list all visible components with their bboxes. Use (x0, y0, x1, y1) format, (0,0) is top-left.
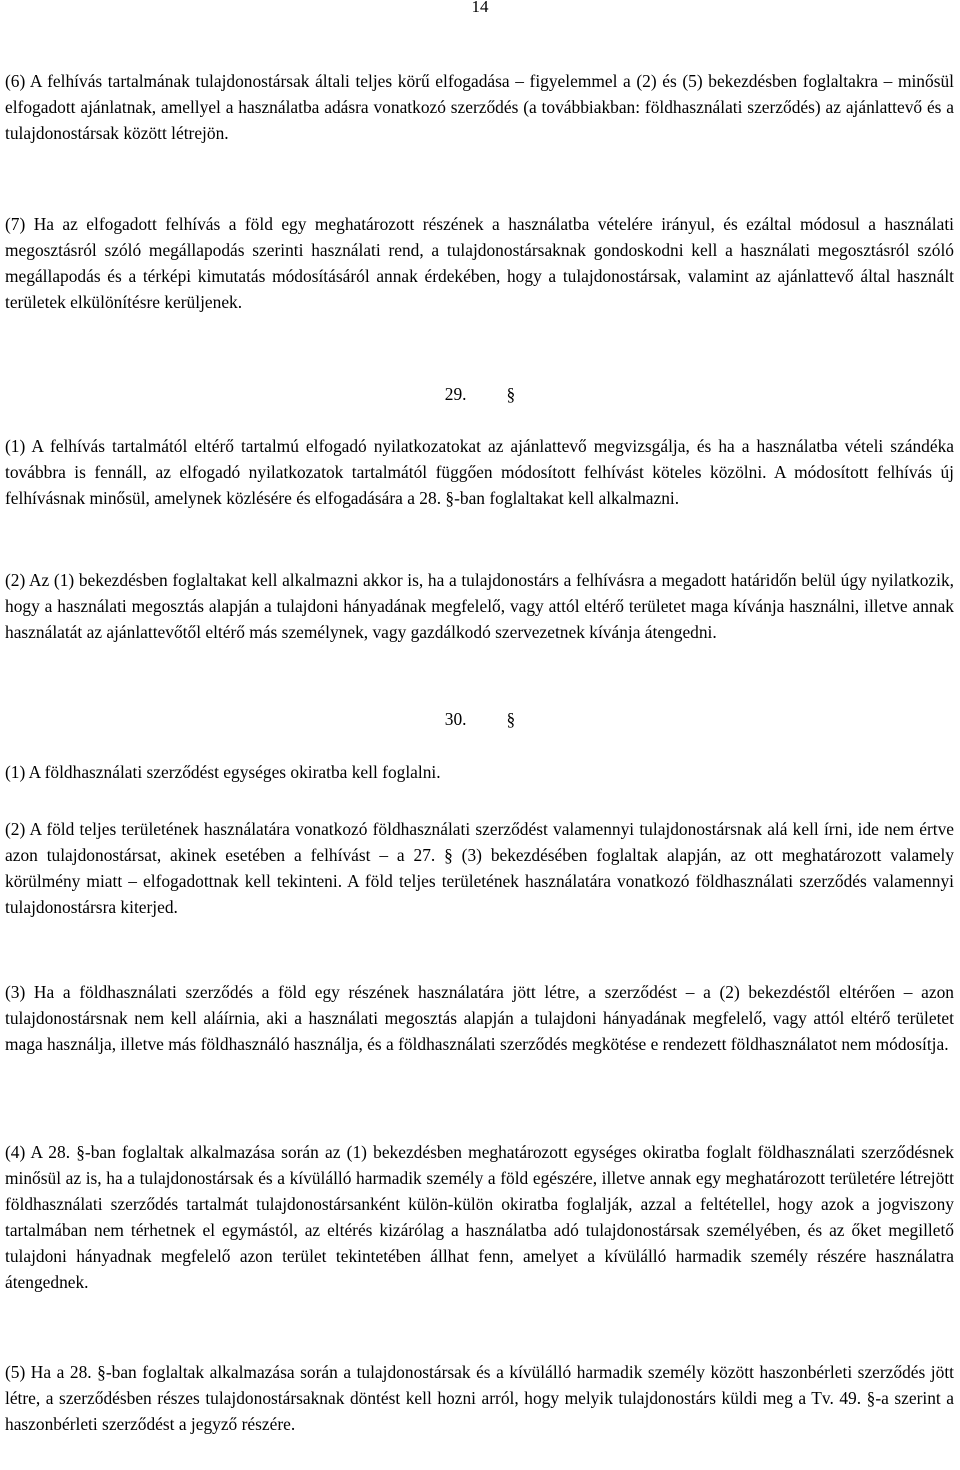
paragraph-6: (6) A felhívás tartalmának tulajdonostársak általi teljes körű elfogadása – figyelemmel a (2) és (5) bekezdésben foglaltakra – minősül elfogadott ajánlatnak, amellyel a használatba adásra vonatkozó szerződés (a továbbiakban: földhasználati szerződés) az ajánlattevő és a tulajdonostársak között létrejön. (5, 71, 954, 143)
section-30-paragraph-1: (1) A földhasználati szerződést egységes okiratba kell foglalni. (5, 762, 441, 782)
section-30-paragraph-4: (4) A 28. §-ban foglaltak alkalmazása során az (1) bekezdésben meghatározott egységes okiratba foglalt földhasználati szerződésnek minősül az is, ha a tulajdonostársak és a kívülálló harmadik személy a föld egészére, illetve annak egy meghatározott területére létrejött földhasználati szerződés tartalmát tulajdonostársanként külön-külön okiratba foglalják, azzal a feltétellel, hogy azok a jogviszony tartalmában nem térhetnek el egymástól, az eltérés kizárólag a használatba adó tulajdonostársak személyében, és az őket megillető tulajdoni hányadnak megfelelő azon terület tekintetében állhat fenn, amelyet a kívülálló harmadik személy részére használatra átengednek. (5, 1142, 954, 1292)
section-sign: § (506, 384, 516, 404)
page-number: 14 (471, 0, 489, 16)
section-30-paragraph-5: (5) Ha a 28. §-ban foglaltak alkalmazása során a tulajdonostársak és a kívülálló harmadik személy között haszonbérleti szerződés jött létre, a szerződésben részes tulajdonostársaknak döntést kell hozni arról, hogy melyik tulajdonostárs küldi meg a Tv. 49. §-a szerint a haszonbérleti szerződést a jegyző részére. (5, 1362, 954, 1434)
section-number: 29. (444, 384, 467, 404)
section-29-paragraph-2: (2) Az (1) bekezdésben foglaltakat kell alkalmazni akkor is, ha a tulajdonostárs a felhívásra a megadott határidőn belül úgy nyilatkozik, hogy a használati megosztás alapján a tulajdoni hányadának megfelelő, vagy attól eltérő területet maga kívánja használni, illetve annak használatát az ajánlattevőtől eltérő más személynek, vagy gazdálkodó szervezetnek kívánja átengedni. (5, 570, 954, 642)
section-heading-30 (0, 706, 960, 732)
section-29-paragraph-1: (1) A felhívás tartalmától eltérő tartalmú elfogadó nyilatkozatokat az ajánlattevő megvizsgálja, és ha a használatba vételi szándéka továbbra is fennáll, az elfogadó nyilatkozatok tartalmától függően módosított felhívást köteles közölni. A módosított felhívás új felhívásnak minősül, amelynek közlésére és elfogadására a 28. §-ban foglaltakat kell alkalmazni. (5, 436, 954, 508)
paragraph-7: (7) Ha az elfogadott felhívás a föld egy meghatározott részének a használatba vételére irányul, és ezáltal módosul a használati megosztásról szóló megállapodás szerinti használati rend, a tulajdonostársaknak gondoskodni kell a használati megosztásról szóló megállapodás és a térképi kimutatás módosításáról annak érdekében, hogy a tulajdonostársak, valamint az ajánlattevő által használt területek elkülönítésre kerüljenek. (5, 214, 954, 312)
section-heading-29 (0, 381, 960, 407)
section-number: 30. (444, 709, 467, 729)
section-sign: § (506, 709, 516, 729)
section-30-paragraph-2: (2) A föld teljes területének használatára vonatkozó földhasználati szerződést valamennyi tulajdonostársnak alá kell írni, ide nem értve azon tulajdonostársat, akinek esetében a felhívást – a 27. § (3) bekezdésében foglaltak alapján, az ott meghatározott valamely körülmény miatt – elfogadottnak kell tekinteni. A föld teljes területének használatára vonatkozó földhasználati szerződés valamennyi tulajdonostársra kiterjed. (5, 819, 954, 917)
section-30-paragraph-3: (3) Ha a földhasználati szerződés a föld egy részének használatára jött létre, a szerződést – a (2) bekezdéstől eltérően – azon tulajdonostársnak nem kell aláírnia, aki a használati megosztás alapján a tulajdoni hányadának megfelelő, vagy attól eltérő területet maga használja, illetve más földhasználó használja, és a földhasználati szerződés megkötése e rendezett földhasználatot nem módosítja. (5, 982, 954, 1054)
